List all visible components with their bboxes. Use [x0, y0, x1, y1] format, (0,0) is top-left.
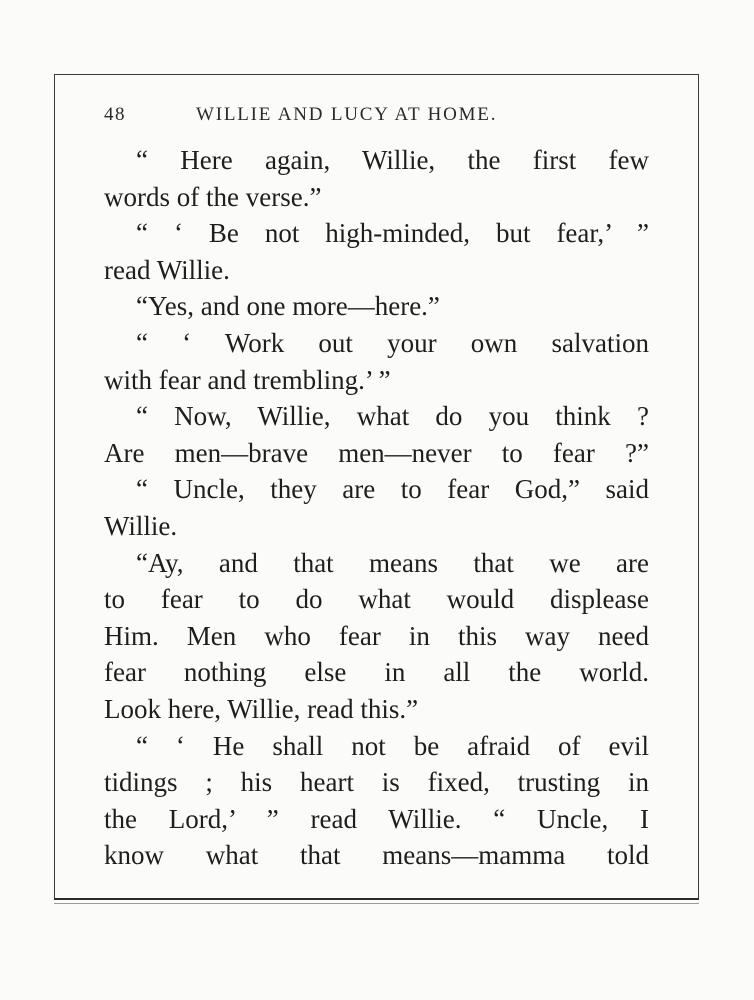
running-header — [104, 100, 649, 130]
text-line: “ ‘ Work out your own salvation — [136, 327, 649, 358]
text-line: “ Uncle, they are to fear God,” said — [136, 474, 649, 505]
text-line: read Willie. — [104, 254, 230, 285]
text-line: “Ay, and that means that we are — [136, 547, 649, 578]
text-line: “ Here again, Willie, the first few — [136, 145, 649, 175]
running-title: WILLIE AND LUCY AT HOME. — [196, 104, 498, 125]
page-number: 48 — [104, 104, 126, 125]
body-text — [104, 142, 649, 874]
text-line: tidings ; his heart is fixed, trusting in — [104, 767, 649, 798]
bottom-rule — [54, 903, 699, 904]
text-line: Him. Men who fear in this way need — [104, 620, 649, 651]
text-line: fear nothing else in all the world. — [104, 657, 649, 688]
text-line: to fear to do what would displease — [104, 584, 649, 615]
text-line: “ Now, Willie, what do you think ? — [136, 401, 649, 432]
text-line: “ ‘ Be not high-minded, but fear,’ ” — [136, 218, 649, 249]
text-line: Willie. — [104, 510, 178, 541]
text-line: words of the verse.” — [104, 181, 322, 212]
text-line: know what that means—mamma told — [104, 840, 649, 871]
text-line: Look here, Willie, read this.” — [104, 693, 419, 724]
text-line: “Yes, and one more—here.” — [136, 291, 440, 322]
text-line: with fear and trembling.’ ” — [104, 364, 391, 395]
text-line: “ ‘ He shall not be afraid of evil — [136, 730, 649, 761]
text-line: the Lord,’ ” read Willie. “ Uncle, I — [104, 803, 649, 834]
text-line: Are men—brave men—never to fear ?” — [104, 437, 649, 468]
